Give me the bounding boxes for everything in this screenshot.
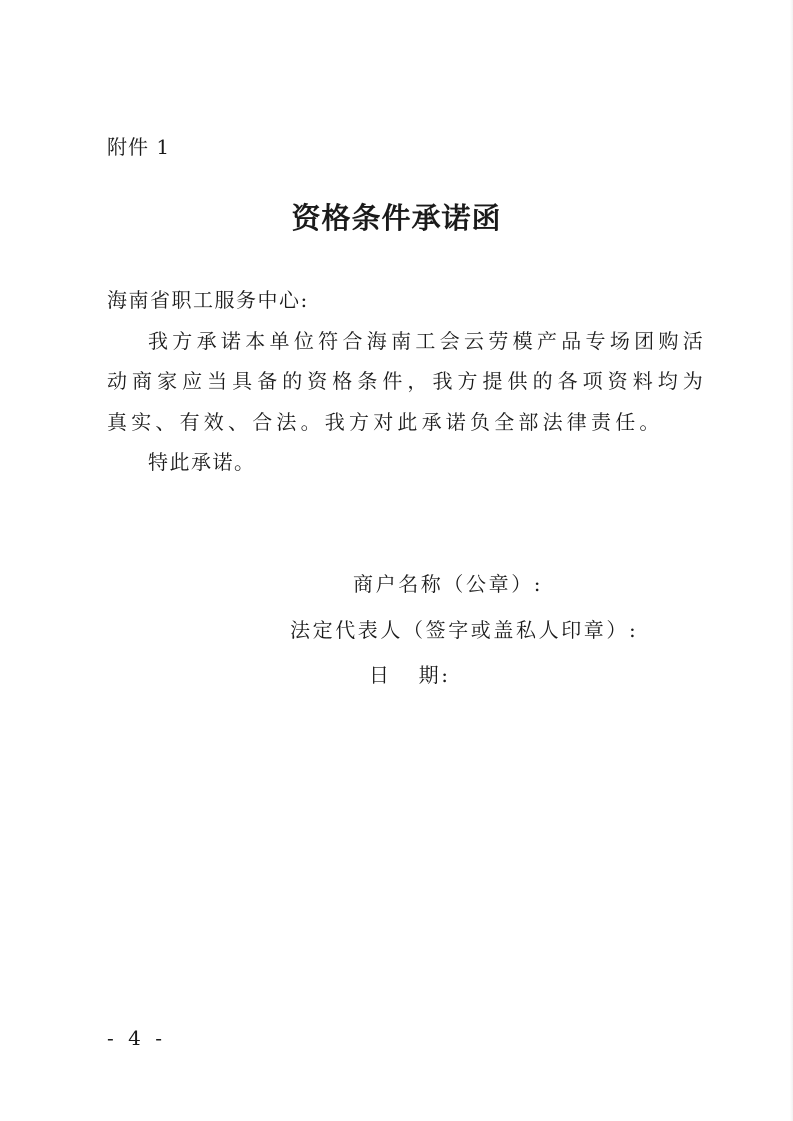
letter-body (107, 280, 707, 483)
legal-representative-label: 法定代表人（签字或盖私人印章）: (290, 618, 639, 642)
salutation: 海南省职工服务中心: (107, 288, 309, 312)
closing-paragraph: 特此承诺。 (148, 450, 256, 474)
date-label-right: 期: (418, 663, 451, 687)
page-number: - 4 - (107, 1026, 166, 1050)
commitment-paragraph: 我方承诺本单位符合海南工会云劳模产品专场团购活动商家应当具备的资格条件，我方提供的各项资料均为真实、有效、合法。我方对此承诺负全部法律责任。 (107, 328, 707, 434)
attachment-label: 附件 1 (107, 135, 171, 159)
document-title: 资格条件承诺函 (291, 201, 502, 235)
date-label (369, 659, 451, 688)
merchant-name-label: 商户名称（公章）: (353, 572, 544, 596)
date-label-left: 日 (369, 663, 392, 687)
